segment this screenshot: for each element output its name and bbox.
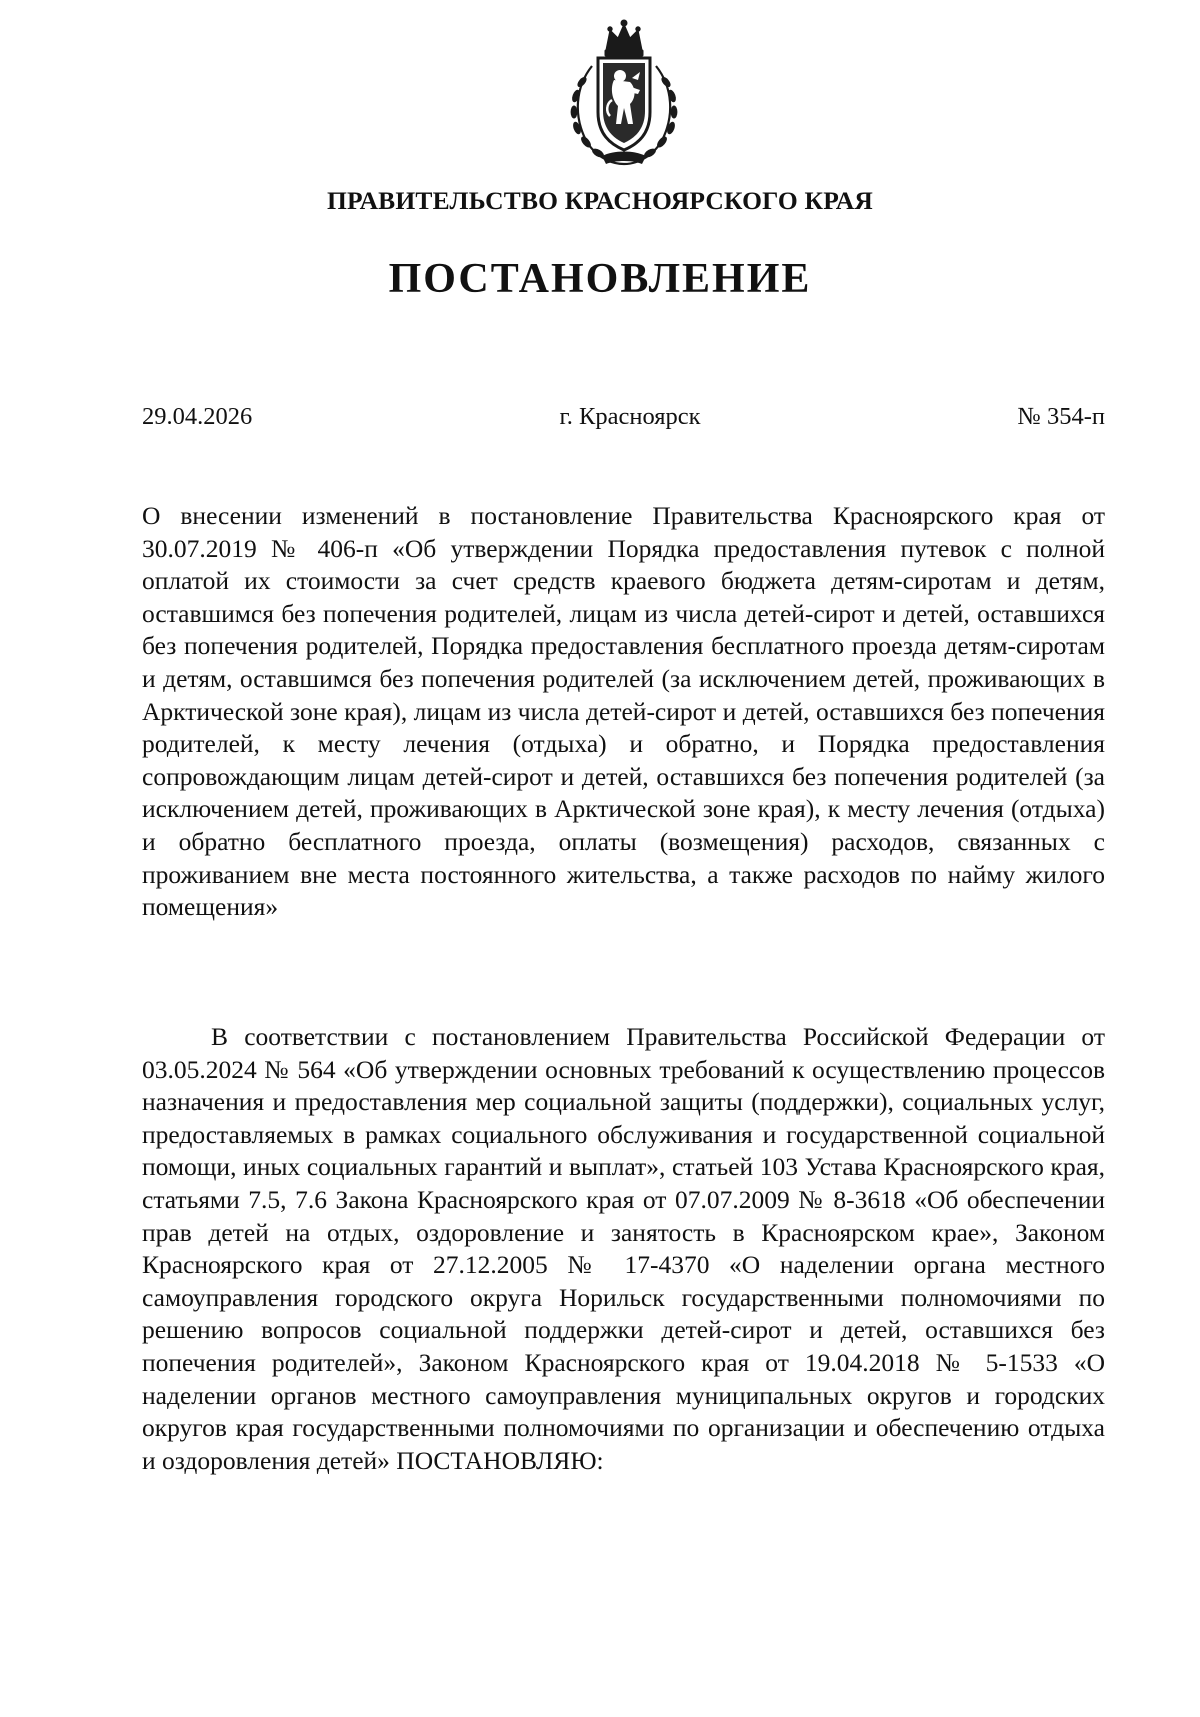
document-city: г. Красноярск xyxy=(559,403,701,430)
document-preamble: В соответствии с постановлением Правительства Российской Федерации от 03.05.2024 № 564 «Об утверждении основных требований к осуществлению процессов назначения и предоставления мер социальной защиты (поддержки), социальных услуг, предоставляемых в рамках социального обслуживания и государственной социальной помощи, иных социальных гарантий и выплат», статьей 103 Устава Красноярского края, статьями 7.5, 7.6 Закона Красноярского края от 07.07.2009 № 8-3618 «Об обеспечении прав детей на отдых, оздоровление и занятость в Красноярском крае», Законом Красноярского края от 27.12.2005 № 17-4370 «О наделении органа местного самоуправления городского округа Норильск государственными полномочиями по решению вопросов социальной поддержки детей-сирот и детей, оставшихся без попечения родителей», Законом Красноярского края от 19.04.2018 № 5-1533 «О наделении органов местного самоуправления муниципальных округов и городских округов края государственными полномочиями по организации и обеспечению отдыха и оздоровления детей» ПОСТАНОВЛЯЮ: xyxy=(142,1022,1105,1475)
document-subject: О внесении изменений в постановление Правительства Красноярского края от 30.07.2019 № 406-п «Об утверждении Порядка предоставления путевок с полной оплатой их стоимости за счет средств краевого бюджета детям-сиротам и детям, оставшимся без попечения родителей, лицам из числа детей-сирот и детей, оставшихся без попечения родителей, Порядка предоставления бесплатного проезда детям-сиротам и детям, оставшимся без попечения родителей (за исключением детей, проживающих в Арктической зоне края), лицам из числа детей-сирот и детей, оставшихся без попечения родителей, к месту лечения (отдыха) и обратно, и Порядка предоставления сопровождающим лицам детей-сирот и детей, оставшихся без попечения родителей (за исключением детей, проживающих в Арктической зоне края), к месту лечения (отдыха) и обратно бесплатного проезда, оплаты (возмещения) расходов, связанных с проживанием вне места постоянного жительства, а также расходов по найму жилого помещения» xyxy=(142,501,1105,922)
coat-of-arms-icon xyxy=(558,16,690,168)
organization-title: ПРАВИТЕЛЬСТВО КРАСНОЯРСКОГО КРАЯ xyxy=(327,186,873,215)
document-type-title: ПОСТАНОВЛЕНИЕ xyxy=(388,256,812,302)
document-date: 29.04.2026 xyxy=(142,403,253,430)
document-number: № 354-п xyxy=(1017,403,1105,430)
